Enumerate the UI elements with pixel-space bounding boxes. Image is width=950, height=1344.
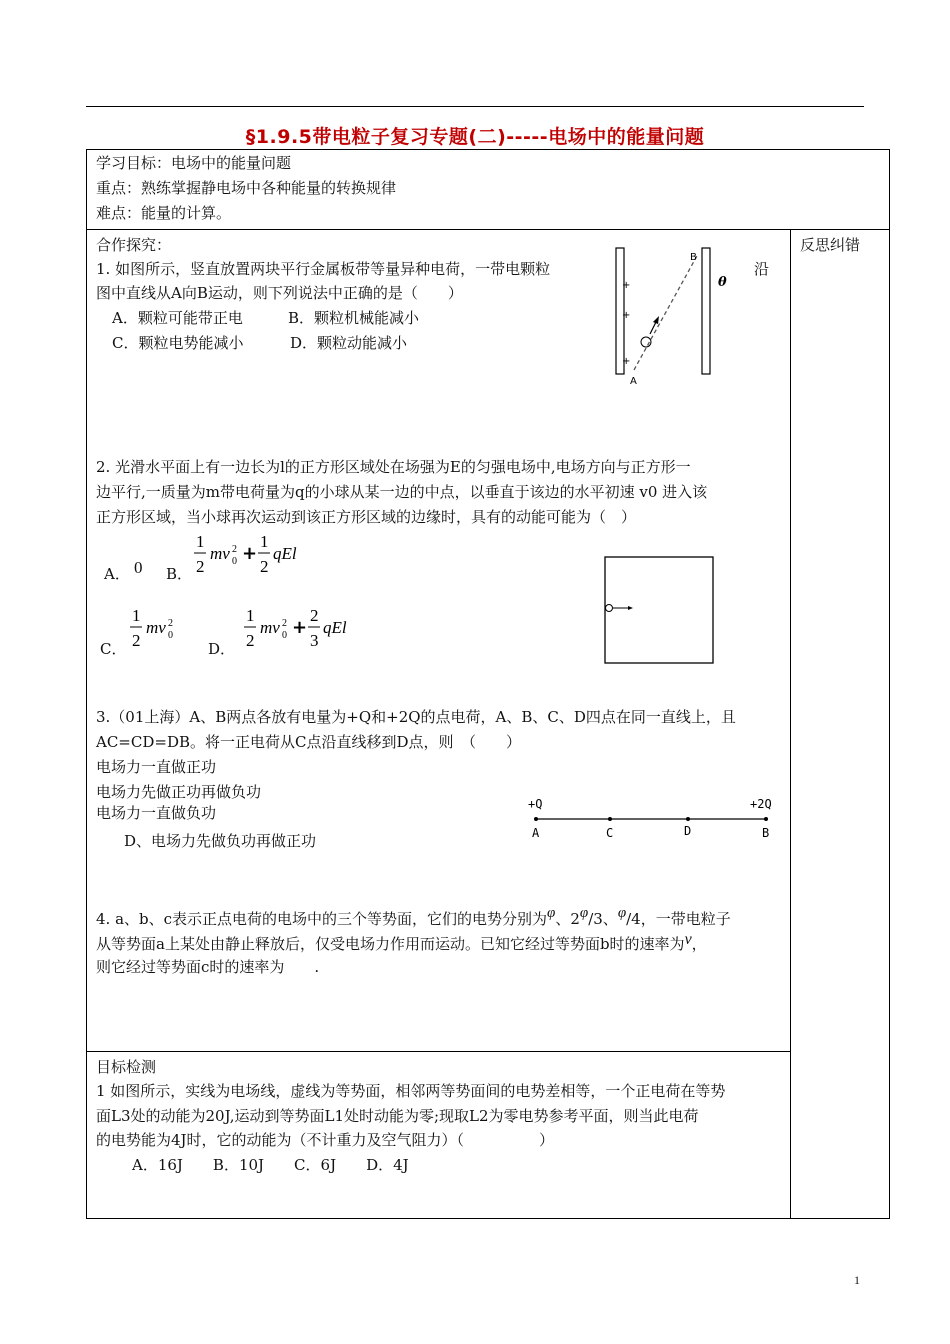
phi-symbol: φ: [579, 905, 589, 921]
q4-text-c: /3、: [588, 910, 618, 928]
q4-text-a: 4. a、b、c表示正点电荷的电场中的三个等势面，它们的电势分别为: [96, 910, 548, 928]
q4-stem-line1: [96, 907, 731, 932]
q3-option-c: 电场力一直做负功: [96, 804, 217, 822]
q1-option-b: B．颗粒机械能减小: [288, 309, 420, 327]
q2-option-b-formula: [190, 530, 310, 580]
subscript: 0: [232, 556, 237, 567]
q3-option-b: 电场力先做正功再做负功: [96, 783, 262, 801]
t1-stem-line1: 1 如图所示，实线为电场线，虚线为等势面，相邻两等势面间的电势差相等，一个正电荷在等势: [96, 1082, 726, 1100]
q2-stem-line1: 2. 光滑水平面上有一边长为l的正方形区域处在场强为E的匀强电场中,电场方向与正方形一: [96, 458, 691, 476]
section-target-test: 目标检测: [96, 1058, 157, 1076]
side-column: [790, 229, 890, 1219]
mv-term: mv: [210, 544, 230, 563]
q4-text-e: 从等势面a上某处由静止释放后，仅受电场力作用而运动。已知它经过等势面b时的速率为: [96, 935, 685, 953]
phi-symbol: φ: [547, 905, 556, 921]
q2-option-a-label: A．: [104, 565, 130, 583]
q4-stem-line2: [96, 932, 707, 957]
q1-option-a: A．颗粒可能带正电: [112, 309, 243, 327]
theta-label: θ: [718, 275, 727, 290]
key-point-text: 重点：熟练掌握静电场中各种能量的转换规律: [96, 179, 397, 197]
page-number: 1: [854, 1273, 860, 1287]
qel-term: qEl: [273, 544, 297, 563]
superscript: 2: [168, 618, 173, 629]
charge-q-label: +Q: [528, 797, 543, 811]
q4-text-d: /4，一带电粒子: [626, 910, 731, 928]
t1-stem-line2: 面L3处的动能为20J,运动到等势面L1处时动能为零;现取L2为零电势参考平面，则当此电荷: [96, 1107, 699, 1125]
q2-option-c-formula: [126, 604, 186, 654]
subscript: 0: [282, 630, 287, 641]
fraction-numerator: 2: [310, 606, 319, 625]
q2-option-c-label: C．: [100, 640, 127, 658]
fraction-denominator: 2: [196, 557, 205, 576]
q2-stem-line2: 边平行,一质量为m带电荷量为q的小球从某一边的中点，以垂直于该边的水平初速 v0 进入该: [96, 483, 708, 501]
qel-term: qEl: [323, 618, 347, 637]
plate-plus-sign: +: [622, 310, 631, 321]
section-cooperative-inquiry: 合作探究：: [96, 236, 172, 254]
point-b-label: B: [762, 826, 770, 840]
difficulty-text: 难点：能量的计算。: [96, 204, 232, 222]
page-title: §1.9.5带电粒子复习专题(二)-----电场中的能量问题: [245, 126, 705, 148]
t1-options: A．16J B．10J C．6J D．4J: [132, 1156, 409, 1174]
plus-sign: +: [242, 543, 258, 564]
fraction-denominator: 3: [310, 631, 319, 650]
t1-stem-line3: 的电势能为4J时，它的动能为（不计重力及空气阻力）（ ）: [96, 1131, 555, 1149]
superscript: 2: [232, 544, 237, 555]
plate-plus-sign: +: [622, 280, 631, 291]
q3-option-d: D、电场力先做负功再做正功: [124, 832, 317, 850]
goal-text: 学习目标：电场中的能量问题: [96, 154, 292, 172]
fraction-numerator: 1: [196, 532, 205, 551]
fraction-numerator: 1: [260, 532, 269, 551]
point-d-label: D: [684, 824, 692, 838]
v-symbol: v: [684, 931, 692, 948]
charge-2q-label: +2Q: [750, 797, 772, 811]
q2-stem-line3: 正方形区域，当小球再次运动到该正方形区域的边缘时，具有的动能可能为（ ）: [96, 508, 637, 526]
q1-option-c: C．颗粒电势能减小: [112, 334, 244, 352]
fraction-numerator: 1: [246, 606, 255, 625]
point-a-label: A: [630, 376, 637, 387]
q2-option-b-label: B．: [166, 565, 193, 583]
q1-parallel-plates-figure: [610, 246, 740, 386]
superscript: 2: [282, 618, 287, 629]
subscript: 0: [168, 630, 173, 641]
point-c-label: C: [606, 826, 614, 840]
q3-stem-line2: AC=CD=DB。将一正电荷从C点沿直线移到D点，则 （ ）: [96, 733, 522, 751]
fraction-denominator: 2: [132, 631, 141, 650]
q2-option-d-formula: [240, 604, 360, 654]
fraction-denominator: 2: [260, 557, 269, 576]
plus-sign: +: [292, 617, 308, 638]
q1-stem-tail: 沿: [754, 260, 770, 278]
q4-stem-line3: 则它经过等势面c时的速率为 .: [96, 958, 320, 976]
q4-text-f: ，: [691, 935, 707, 953]
q2-square-region-figure: [604, 556, 716, 666]
header-rule: [86, 106, 864, 107]
plate-plus-sign: +: [622, 356, 631, 367]
fraction-numerator: 1: [132, 606, 141, 625]
q3-option-a: 电场力一直做正功: [96, 758, 217, 776]
q2-option-d-label: D．: [208, 640, 236, 658]
mv-term: mv: [146, 618, 166, 637]
q3-stem-line1: 3.（01上海）A、B两点各放有电量为+Q和+2Q的点电荷，A、B、C、D四点在同一直线上，且: [96, 708, 736, 726]
q1-option-d: D．颗粒动能减小: [290, 334, 408, 352]
q4-text-b: 、2: [555, 910, 580, 928]
reflection-header: 反思纠错: [800, 236, 861, 254]
q1-stem-line2: 图中直线从A向B运动，则下列说法中正确的是（ ）: [96, 284, 463, 302]
q1-stem-line1: 1. 如图所示，竖直放置两块平行金属板带等量异种电荷，一带电颗粒: [96, 260, 551, 278]
mv-term: mv: [260, 618, 280, 637]
q3-point-charges-figure: [526, 794, 786, 844]
fraction-denominator: 2: [246, 631, 255, 650]
point-b-label: B: [690, 252, 697, 263]
phi-symbol: φ: [617, 905, 627, 921]
q2-option-a-value: 0: [134, 558, 143, 577]
point-a-label: A: [532, 826, 540, 840]
